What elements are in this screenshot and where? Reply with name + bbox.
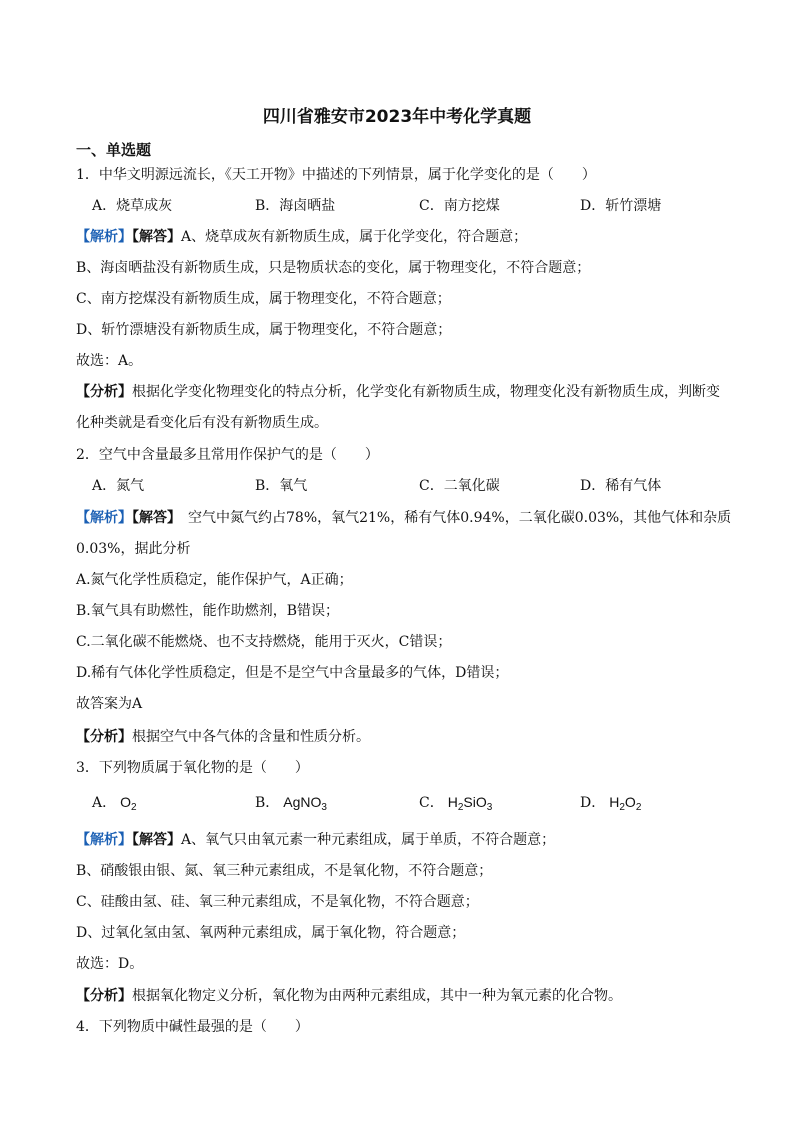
section-heading: 一、单选题: [76, 141, 152, 159]
q3-analysis-text: 根据氧化物定义分析，氧化物为由两种元素组成，其中一种为氧元素的化合物。: [132, 988, 622, 1004]
formula-h2o2: $H_2O_2$: [609, 794, 642, 813]
q2-answer-line: C.二氧化碳不能燃烧、也不支持燃烧，能用于灭火，C错误；: [76, 634, 452, 650]
question-4-stem: 4．下列物质中碱性最强的是（ ）: [76, 1019, 309, 1035]
q3-analysis-line: [76, 986, 756, 1006]
formula-h2sio3: $H_2SiO_3$: [447, 794, 493, 813]
q1-answer-line: [76, 227, 756, 247]
fenxi-tag: 【分析】: [76, 729, 132, 745]
q2-answer-line: A.氮气化学性质稳定，能作保护气，A正确；: [76, 572, 353, 588]
q2-answer-line: B.氧气具有助燃性，能作助燃剂，B错误；: [76, 603, 340, 619]
q1-option-b: B．海卤晒盐: [255, 198, 336, 214]
q3-answer-line: [76, 830, 756, 850]
question-1-stem: 1．中华文明源远流长，《天工开物》中描述的下列情景，属于化学变化的是（ ）: [76, 167, 596, 183]
q2-answer-text: 空气中氮气约占78%，氧气21%，稀有气体0.94%，二氧化碳0.03%，其他气体和杂质: [174, 510, 732, 526]
jieda-tag: 【解答】: [132, 510, 174, 526]
q2-option-d: D．稀有气体: [580, 478, 662, 494]
q1-analysis-line: [76, 382, 756, 402]
question-3-stem: 3．下列物质属于氧化物的是（ ）: [76, 760, 309, 776]
q2-option-c: C．二氧化碳: [419, 478, 500, 494]
fenxi-tag: 【分析】: [76, 384, 132, 400]
jiexi-tag: 【解析】: [76, 510, 132, 526]
question-2-stem: 2．空气中含量最多且常用作保护气的是（ ）: [76, 447, 379, 463]
jieda-tag: 【解答】: [132, 229, 181, 245]
q3-option-c: C． $H_2SiO_3$: [419, 794, 493, 813]
q1-answer-line: C、南方挖煤没有新物质生成，属于物理变化，不符合题意；: [76, 291, 451, 307]
q2-answer-line: D.稀有气体化学性质稳定，但是不是空气中含量最多的气体，D错误；: [76, 665, 509, 681]
q2-option-a: A．氮气: [92, 478, 145, 494]
q3-answer-line: C、硅酸由氢、硅、氧三种元素组成，不是氧化物，不符合题意；: [76, 894, 479, 910]
jiexi-tag: 【解析】: [76, 832, 132, 848]
q3-answer-line: B、硝酸银由银、氮、氧三种元素组成，不是氧化物，不符合题意；: [76, 863, 493, 879]
q1-option-c: C．南方挖煤: [419, 198, 500, 214]
q2-analysis-text: 根据空气中各气体的含量和性质分析。: [132, 729, 370, 745]
fenxi-tag: 【分析】: [76, 988, 132, 1004]
q1-answer-line: D、斩竹漂塘没有新物质生成，属于物理变化，不符合题意；: [76, 322, 452, 338]
q3-answer-line: 故选：D。: [76, 956, 144, 972]
q2-option-b: B．氧气: [255, 478, 308, 494]
q3-option-b: B． AgNO$_3$: [255, 794, 327, 813]
q1-option-d: D．斩竹漂塘: [580, 198, 662, 214]
page-title: 四川省雅安市2023年中考化学真题: [262, 107, 532, 127]
q2-answer-line: [76, 508, 756, 528]
q2-analysis-line: [76, 727, 756, 747]
q1-analysis-text: 根据化学变化物理变化的特点分析，化学变化有新物质生成，物理变化没有新物质生成，判断变: [132, 384, 720, 400]
jiexi-tag: 【解析】: [76, 229, 132, 245]
formula-o2: $O_2$: [120, 794, 137, 813]
q1-analysis-line: 化种类就是看变化后有没有新物质生成。: [76, 415, 328, 431]
q1-answer-line: 故选：A。: [76, 353, 143, 369]
q2-answer-line: 0.03%，据此分析: [76, 541, 191, 557]
formula-agno3: AgNO$_3$: [283, 794, 327, 813]
q1-answer-text: A、烧草成灰有新物质生成，属于化学变化，符合题意；: [181, 229, 528, 245]
q2-answer-line: 故答案为A: [76, 696, 143, 712]
q3-answer-text: A、氧气只由氧元素一种元素组成，属于单质，不符合题意；: [181, 832, 556, 848]
q3-option-a: A． $O_2$: [92, 794, 137, 813]
q3-answer-line: D、过氧化氢由氢、氧两种元素组成，属于氧化物，符合题意；: [76, 925, 466, 941]
q1-answer-line: B、海卤晒盐没有新物质生成，只是物质状态的变化，属于物理变化，不符合题意；: [76, 260, 591, 276]
q3-option-d: D． $H_2O_2$: [580, 794, 642, 813]
q1-option-a: A．烧草成灰: [92, 198, 173, 214]
jieda-tag: 【解答】: [132, 832, 181, 848]
